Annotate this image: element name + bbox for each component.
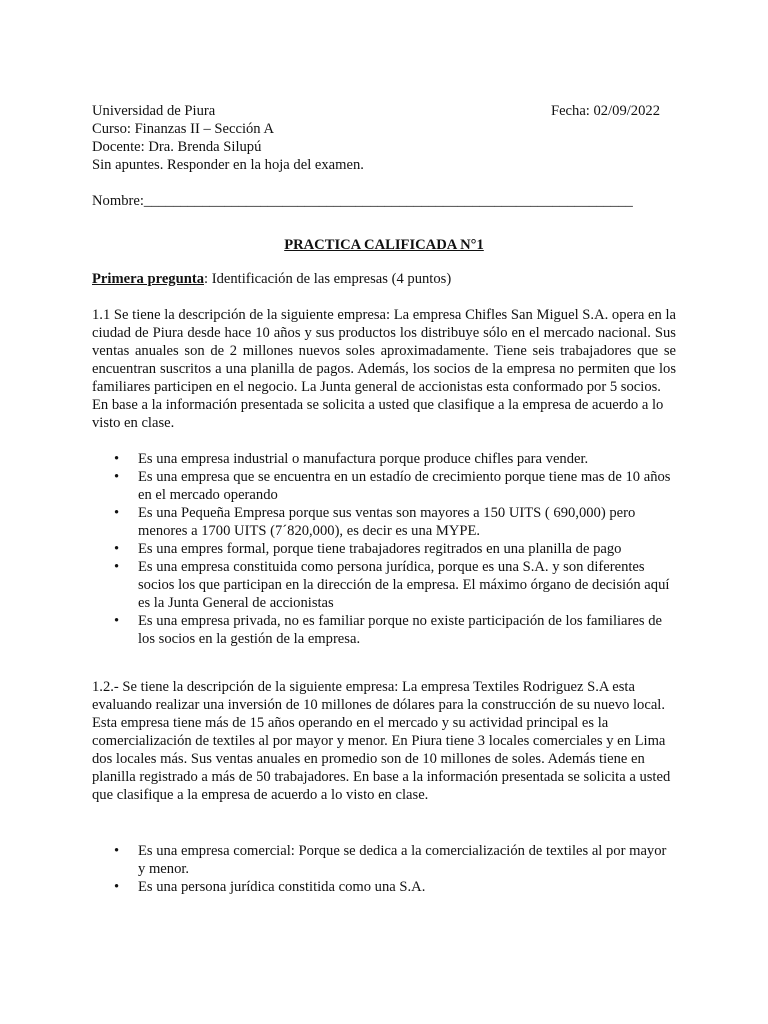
- section-1-1-description: 1.1 Se tiene la descripción de la siguiente empresa: La empresa Chifles San Miguel S.A. opera en la ciudad de Piura desde hace 10 años y sus productos los distribuye sólo en el mercado nacional. Sus ventas anuales son de 2 millones nuevos soles aproximadamente. Tiene seis trabajadores que se encuentran suscritos a una planilla de pagos. Además, los socios de la empresa no permiten que los familiares participen en el negocio. La Junta general de accionistas esta conformado por 5 socios.: [92, 307, 676, 395]
- instructions-line: Sin apuntes. Responder en la hoja del examen.: [92, 157, 364, 173]
- list-item: • Es una persona jurídica constitida como una S.A.: [138, 878, 676, 896]
- question-1-description: : Identificación de las empresas (4 puntos): [204, 271, 452, 287]
- exam-title: PRACTICA CALIFICADA N°1: [284, 237, 484, 253]
- university-name: Universidad de Piura: [92, 103, 216, 119]
- exam-date: Fecha: 02/09/2022: [550, 103, 660, 119]
- list-item: • Es una empresa privada, no es familiar porque no existe participación de los familiares de los socios en la gestión de la empresa.: [138, 612, 676, 648]
- section-1-2-answers: [92, 842, 676, 896]
- section-1-1-answers: [92, 450, 676, 648]
- question-1-heading: [92, 270, 676, 288]
- header-row-1: [92, 102, 676, 120]
- list-item: • Es una empres formal, porque tiene trabajadores regitrados en una planilla de pago: [138, 540, 676, 558]
- question-1-label: Primera pregunta: [92, 271, 204, 287]
- section-1-2-description: 1.2.- Se tiene la descripción de la siguiente empresa: La empresa Textiles Rodriguez S.A esta evaluando realizar una inversión de 10 millones de dólares para la construcción de su nuevo local. Esta empresa tiene más de 15 años operando en el mercado y su actividad principal es la comercialización de textiles al por mayor y menor. En Piura tiene 3 locales comerciales y en Lima dos locales más. Sus ventas anuales en promedio son de 10 millones de soles. Además tiene en planilla registrado a más de 50 trabajadores. En base a la información presentada se solicita a usted que clasifique a la empresa de acuerdo a lo visto en clase.: [92, 679, 671, 803]
- list-item: • Es una empresa industrial o manufactura porque produce chifles para vender.: [138, 450, 676, 468]
- list-item: • Es una Pequeña Empresa porque sus ventas son mayores a 150 UITS ( 690,000) pero menores a 1700 UITS (7´820,000), es decir es una MYPE.: [138, 504, 676, 540]
- section-1-1-instruction: En base a la información presentada se solicita a usted que clasifique a la empresa de acuerdo a lo visto en clase.: [92, 397, 664, 431]
- name-field-line: Nombre:___________________________________________________________________: [92, 193, 633, 209]
- list-item: • Es una empresa comercial: Porque se dedica a la comercialización de textiles al por mayor y menor.: [138, 842, 676, 878]
- list-item: • Es una empresa que se encuentra en un estadío de crecimiento porque tiene mas de 10 años en el mercado operando: [138, 468, 676, 504]
- course-line: Curso: Finanzas II – Sección A: [92, 121, 274, 137]
- teacher-line: Docente: Dra. Brenda Silupú: [92, 139, 262, 155]
- list-item: • Es una empresa constituida como persona jurídica, porque es una S.A. y son diferentes socios los que participan en la dirección de la empresa. El máximo órgano de decisión aquí es la Junta General de accionistas: [138, 558, 676, 612]
